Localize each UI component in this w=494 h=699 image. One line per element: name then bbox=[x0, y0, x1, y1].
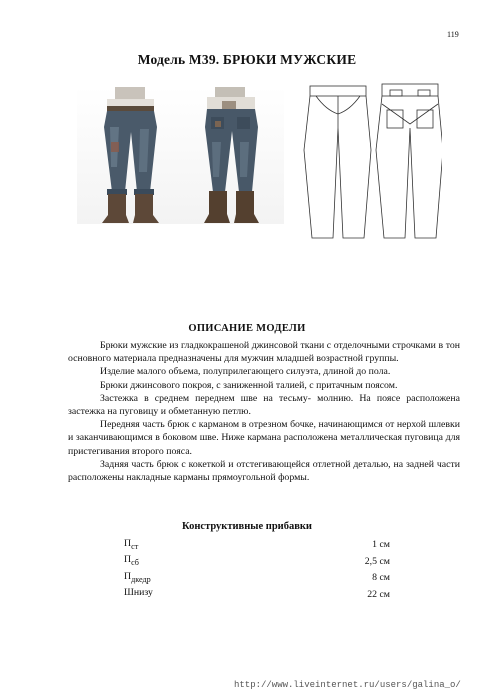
model-description bbox=[68, 339, 460, 484]
jeans-photo-front bbox=[77, 87, 184, 224]
description-paragraph: Передняя часть брюк с карманом в отрезном бочке, начинающимся от нерхой шлевки и заканчивающимся в боковом шве. Ниже кармана расположена металлическая пуговица для пристегивания второго пояса. bbox=[68, 419, 460, 457]
trousers-technical-sketch bbox=[298, 80, 442, 245]
allowances-table bbox=[124, 537, 404, 603]
description-paragraph: Застежка в среднем переднем шве на тесьму- молнию. На поясе расположена застежка на пуговицу и обметанную петлю. bbox=[68, 392, 460, 418]
allowance-label: $П_{сб}$ bbox=[124, 554, 139, 568]
allowance-value: 1 см bbox=[372, 539, 390, 551]
allowance-label: Шнизу bbox=[124, 587, 153, 599]
allowance-label: $П_{дкедр}$ bbox=[124, 570, 151, 584]
description-paragraph: Изделие малого объема, полуприлегающего силуэта, длиной до пола. bbox=[100, 366, 391, 378]
table-row bbox=[124, 586, 404, 602]
description-paragraph: Брюки мужские из гладкокрашеной джинсовой ткани с отделочными строчками в тон основного материала предназначены для мужчин младшей возрастной группы. bbox=[68, 340, 460, 365]
jeans-photo-back bbox=[177, 87, 284, 224]
page-title: Модель М39. БРЮКИ МУЖСКИЕ bbox=[137, 52, 357, 67]
description-paragraph: Брюки джинсового покроя, с заниженной талией, с притачным поясом. bbox=[100, 379, 398, 391]
footer-url: http://www.liveinternet.ru/users/galina_o/ bbox=[234, 680, 461, 690]
table-row bbox=[124, 570, 404, 586]
table-row bbox=[124, 553, 404, 569]
page-number: 119 bbox=[447, 30, 459, 39]
allowance-value: 8 см bbox=[372, 572, 390, 584]
section-title: ОПИСАНИЕ МОДЕЛИ bbox=[188, 323, 306, 334]
table-row bbox=[124, 537, 404, 553]
allowance-label: $П_{ст}$ bbox=[124, 538, 139, 551]
description-paragraph: Задняя часть брюк с кокеткой и отстегивающейся отлетной деталью, на задней части расположены накладные карманы прямоугольной формы. bbox=[68, 458, 460, 484]
allowance-value: 2,5 см bbox=[364, 555, 390, 567]
allowance-value: 22 см bbox=[367, 588, 390, 600]
allowances-title: Конструктивные прибавки bbox=[182, 521, 312, 532]
